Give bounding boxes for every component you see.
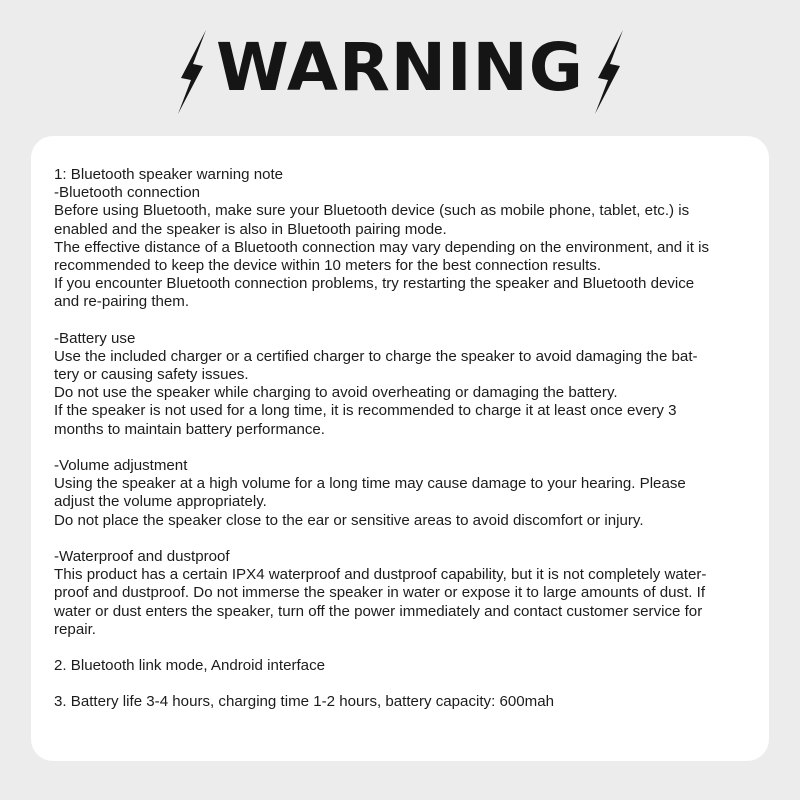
text-line: 3. Battery life 3-4 hours, charging time 1-2 hours, battery capacity: 600mah — [54, 693, 555, 711]
text-line: proof and dustproof. Do not immerse the speaker in water or expose it to large amounts of dust. If — [54, 584, 706, 602]
text-line: This product has a certain IPX4 waterproof and dustproof capability, but it is not completely water- — [54, 566, 707, 584]
warning-section — [54, 548, 754, 639]
text-line: Do not use the speaker while charging to avoid overheating or damaging the battery. — [54, 384, 618, 402]
warning-section — [54, 330, 754, 439]
text-line: -Bluetooth connection — [54, 184, 201, 202]
text-line: Before using Bluetooth, make sure your Bluetooth device (such as mobile phone, tablet, etc.) is — [54, 202, 690, 220]
paragraph-gap — [54, 639, 754, 657]
warning-section — [54, 693, 754, 711]
paragraph-gap — [54, 675, 754, 693]
paragraph-gap — [54, 312, 754, 330]
text-line: -Volume adjustment — [54, 457, 188, 474]
text-line: -Battery use — [54, 329, 136, 347]
page-title: WARNING — [216, 29, 584, 106]
warning-card — [31, 136, 769, 761]
text-line: If you encounter Bluetooth connection problems, try restarting the speaker and Bluetooth device — [54, 275, 695, 293]
text-line: months to maintain battery performance. — [54, 420, 325, 438]
text-line: If the speaker is not used for a long time, it is recommended to charge it at least once every 3 — [54, 402, 677, 420]
text-line: Do not place the speaker close to the ear or sensitive areas to avoid discomfort or injury. — [54, 511, 644, 529]
text-line: water or dust enters the speaker, turn off the power immediately and contact customer service for — [54, 602, 703, 620]
text-line: repair. — [54, 620, 96, 638]
text-line: adjust the volume appropriately. — [54, 493, 267, 511]
paragraph-gap — [54, 530, 754, 548]
warning-text-body — [54, 166, 754, 712]
lightning-bolt-icon — [592, 28, 626, 116]
text-line: recommended to keep the device within 10 meters for the best connection results. — [54, 256, 602, 274]
text-line: tery or causing safety issues. — [54, 366, 249, 384]
paragraph-gap — [54, 439, 754, 457]
text-line: Use the included charger or a certified charger to charge the speaker to avoid damaging the bat- — [54, 347, 698, 365]
warning-section — [54, 657, 754, 675]
text-line: -Waterproof and dustproof — [54, 547, 230, 565]
warning-header — [0, 0, 800, 135]
text-line: Using the speaker at a high volume for a long time may cause damage to your hearing. Please — [54, 475, 686, 493]
text-line: and re-pairing them. — [54, 293, 190, 311]
text-line: enabled and the speaker is also in Bluetooth pairing mode. — [54, 220, 447, 238]
text-line: The effective distance of a Bluetooth connection may vary depending on the environment, and it is — [54, 238, 710, 256]
warning-section — [54, 457, 754, 530]
text-line: 1: Bluetooth speaker warning note — [54, 166, 284, 183]
warning-section — [54, 166, 754, 312]
text-line: 2. Bluetooth link mode, Android interface — [54, 657, 326, 675]
